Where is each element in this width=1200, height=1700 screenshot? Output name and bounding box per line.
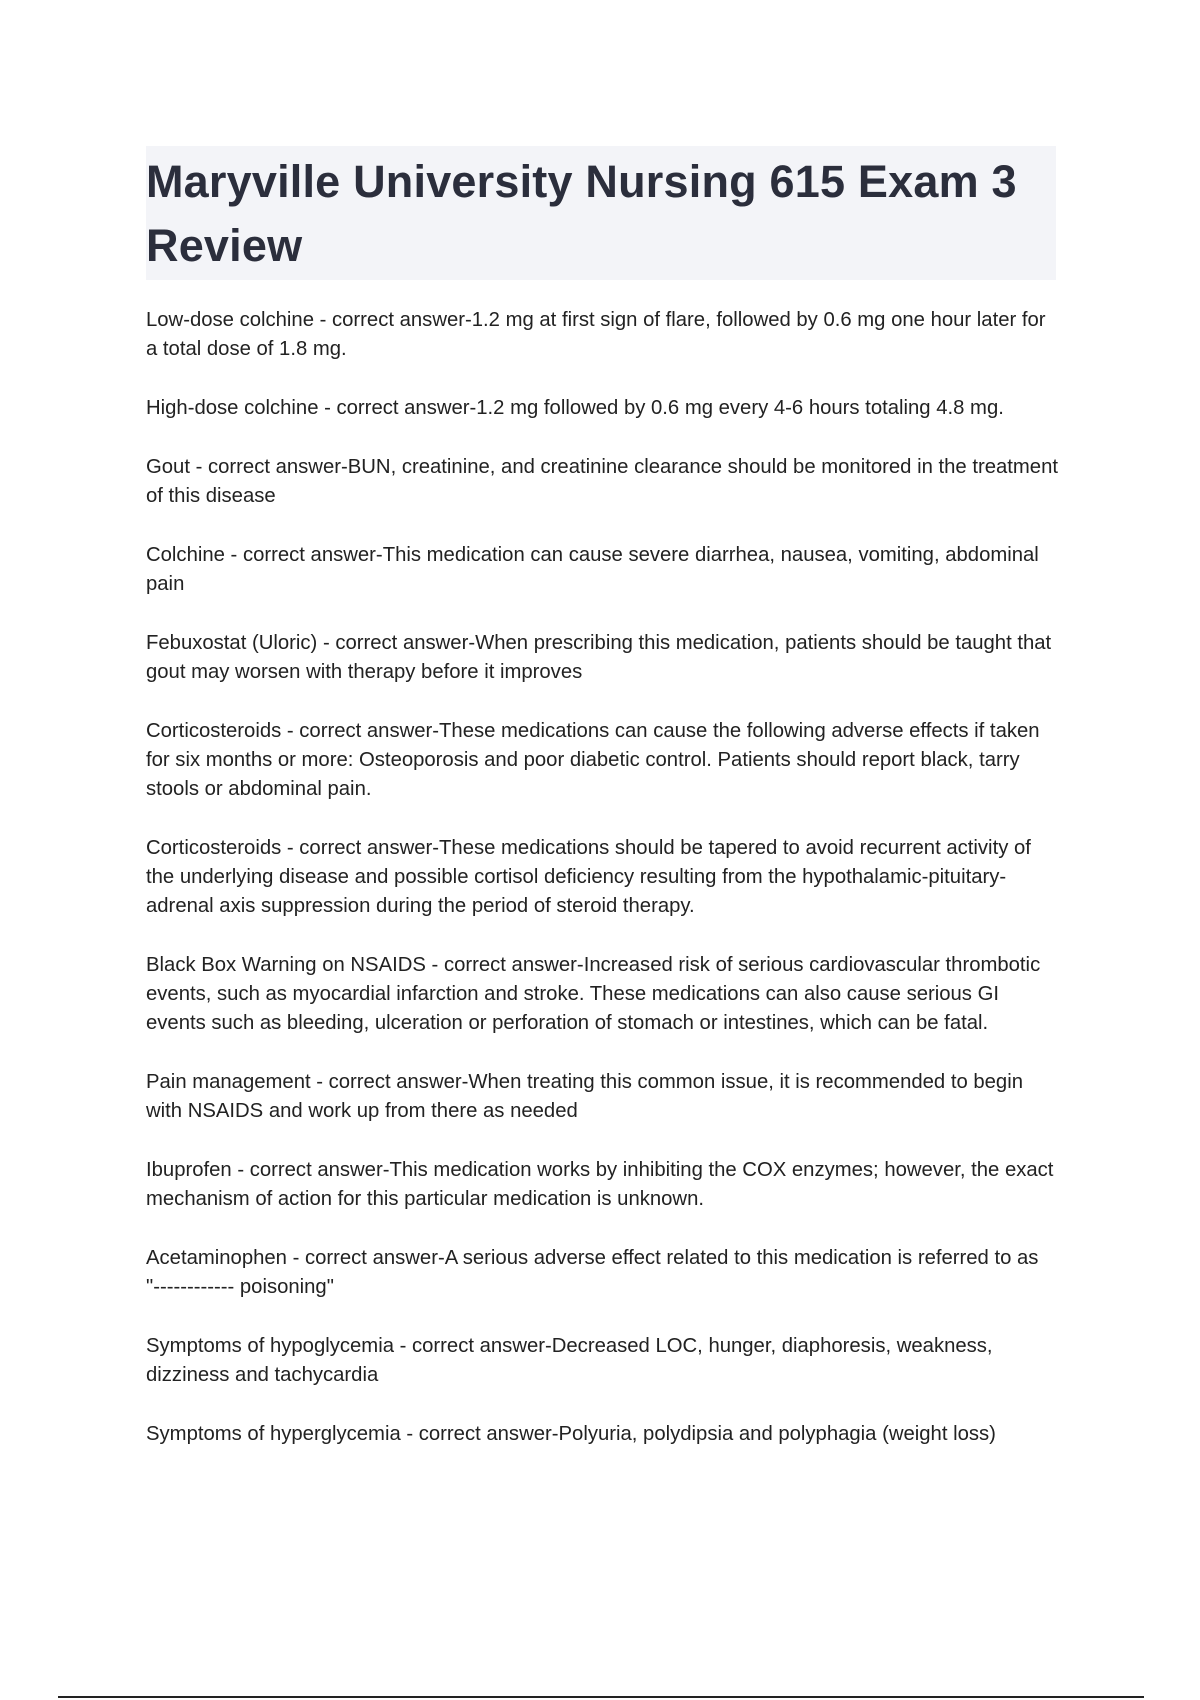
review-item: Gout - correct answer-BUN, creatinine, and creatinine clearance should be monitored in the treatment of this disease [146, 456, 1058, 507]
review-item: Low-dose colchine - correct answer-1.2 mg at first sign of flare, followed by 0.6 mg one hour later for a total dose of 1.8 mg. [146, 309, 1046, 360]
review-item: Febuxostat (Uloric) - correct answer-When prescribing this medication, patients should be taught that gout may worsen with therapy before it improves [146, 632, 1052, 683]
title-banner [146, 146, 1056, 280]
review-item: Symptoms of hypoglycemia - correct answer-Decreased LOC, hunger, diaphoresis, weakness, dizziness and tachycardia [146, 1335, 993, 1386]
review-item: Symptoms of hyperglycemia - correct answer-Polyuria, polydipsia and polyphagia (weight loss) [146, 1423, 996, 1445]
footer-divider [58, 1696, 1144, 1698]
review-item: Acetaminophen - correct answer-A serious adverse effect related to this medication is referred to as "------------ poisoning" [146, 1247, 1039, 1298]
review-item: Pain management - correct answer-When treating this common issue, it is recommended to begin with NSAIDS and work up from there as needed [146, 1071, 1023, 1122]
review-item: High-dose colchine - correct answer-1.2 mg followed by 0.6 mg every 4-6 hours totaling 4.8 mg. [146, 397, 1004, 419]
page-title: Maryville University Nursing 615 Exam 3 Review [146, 156, 1017, 271]
review-item: Corticosteroids - correct answer-These medications should be tapered to avoid recurrent activity of the underlying disease and possible cortisol deficiency resulting from the hypothalamic-pituitary-adrenal axis suppression during the period of steroid therapy. [146, 837, 1031, 917]
review-item: Black Box Warning on NSAIDS - correct answer-Increased risk of serious cardiovascular thrombotic events, such as myocardial infarction and stroke. These medications can also cause serious GI events such as bleeding, ulceration or perforation of stomach or intestines, which can be fatal. [146, 954, 1041, 1034]
review-item: Ibuprofen - correct answer-This medication works by inhibiting the COX enzymes; however, the exact mechanism of action for this particular medication is unknown. [146, 1159, 1054, 1210]
review-item: Corticosteroids - correct answer-These medications can cause the following adverse effects if taken for six months or more: Osteoporosis and poor diabetic control. Patients should report black, tarry stools or abdominal pain. [146, 720, 1040, 800]
review-item-list [146, 306, 1058, 1479]
review-item: Colchine - correct answer-This medication can cause severe diarrhea, nausea, vomiting, abdominal pain [146, 544, 1039, 595]
